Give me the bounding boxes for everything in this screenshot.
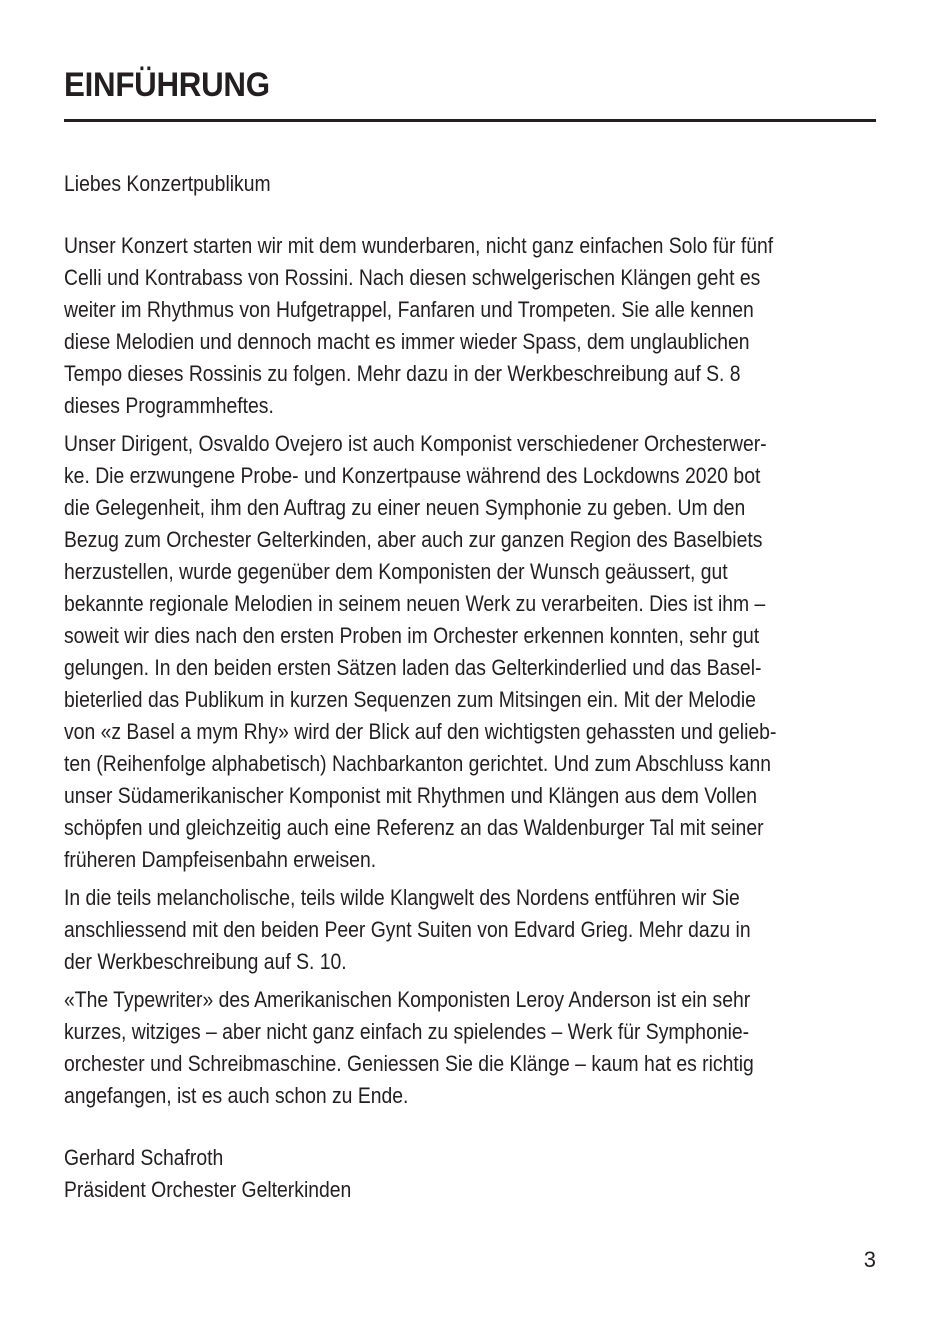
signature-role: Präsident Orchester Gelterkinden: [64, 1177, 352, 1202]
document-page: [64, 0, 876, 1333]
text-line: unser Südamerikanischer Komponist mit Rhythmen und Klängen aus dem Vollen: [64, 783, 758, 808]
signature-block: [64, 1142, 876, 1206]
text-line: Bezug zum Orchester Gelterkinden, aber auch zur ganzen Region des Baselbiets: [64, 527, 763, 552]
text-line: angefangen, ist es auch schon zu Ende.: [64, 1083, 409, 1108]
text-line: von «z Basel a mym Rhy» wird der Blick auf den wichtigsten gehassten und gelieb-: [64, 719, 777, 744]
text-line: schöpfen und gleichzeitig auch eine Referenz an das Waldenburger Tal mit seiner: [64, 815, 764, 840]
page-number: 3: [863, 1247, 876, 1272]
text-line: diese Melodien und dennoch macht es immer wieder Spass, dem unglaublichen: [64, 329, 750, 354]
spacer: [64, 1112, 876, 1142]
text-line: «The Typewriter» des Amerikanischen Komponisten Leroy Anderson ist ein sehr: [64, 987, 751, 1012]
paragraph-4: [64, 984, 876, 1112]
text-line: In die teils melancholische, teils wilde Klangwelt des Nordens entführen wir Sie: [64, 885, 740, 910]
text-line: weiter im Rhythmus von Hufgetrappel, Fanfaren und Trompeten. Sie alle kennen: [64, 297, 754, 322]
text-line: die Gelegenheit, ihm den Auftrag zu einer neuen Symphonie zu geben. Um den: [64, 495, 746, 520]
text-line: Tempo dieses Rossinis zu folgen. Mehr dazu in der Werkbeschreibung auf S. 8: [64, 361, 741, 386]
paragraph-1: [64, 230, 876, 422]
text-line: dieses Programmheftes.: [64, 393, 274, 418]
text-line: ke. Die erzwungene Probe- und Konzertpause während des Lockdowns 2020 bot: [64, 463, 761, 488]
spacer: [64, 200, 876, 230]
heading-divider: [64, 119, 876, 122]
text-line: bieterlied das Publikum in kurzen Sequenzen zum Mitsingen ein. Mit der Melodie: [64, 687, 756, 712]
text-line: orchester und Schreibmaschine. Geniessen Sie die Klänge – kaum hat es richtig: [64, 1051, 754, 1076]
body-text: [64, 168, 876, 1206]
text-line: soweit wir dies nach den ersten Proben im Orchester erkennen konnten, sehr gut: [64, 623, 760, 648]
signature-name: Gerhard Schafroth: [64, 1145, 224, 1170]
text-line: ten (Reihenfolge alphabetisch) Nachbarkanton gerichtet. Und zum Abschluss kann: [64, 751, 772, 776]
greeting-line: Liebes Konzertpublikum: [64, 171, 271, 196]
text-line: früheren Dampfeisenbahn erweisen.: [64, 847, 377, 872]
text-line: anschliessend mit den beiden Peer Gynt Suiten von Edvard Grieg. Mehr dazu in: [64, 917, 751, 942]
paragraph-3: [64, 882, 876, 978]
paragraph-2: [64, 428, 876, 876]
text-line: der Werkbeschreibung auf S. 10.: [64, 949, 347, 974]
text-line: herzustellen, wurde gegenüber dem Komponisten der Wunsch geäussert, gut: [64, 559, 728, 584]
text-line: Unser Konzert starten wir mit dem wunderbaren, nicht ganz einfachen Solo für fünf: [64, 233, 774, 258]
page-heading: EINFÜHRUNG: [64, 66, 270, 104]
text-line: Unser Dirigent, Osvaldo Ovejero ist auch Komponist verschiedener Orchesterwer-: [64, 431, 767, 456]
text-line: Celli und Kontrabass von Rossini. Nach diesen schwelgerischen Klängen geht es: [64, 265, 761, 290]
text-line: bekannte regionale Melodien in seinem neuen Werk zu verarbeiten. Dies ist ihm –: [64, 591, 766, 616]
text-line: kurzes, witziges – aber nicht ganz einfach zu spielendes – Werk für Symphonie-: [64, 1019, 750, 1044]
text-line: gelungen. In den beiden ersten Sätzen laden das Gelterkinderlied und das Basel-: [64, 655, 762, 680]
